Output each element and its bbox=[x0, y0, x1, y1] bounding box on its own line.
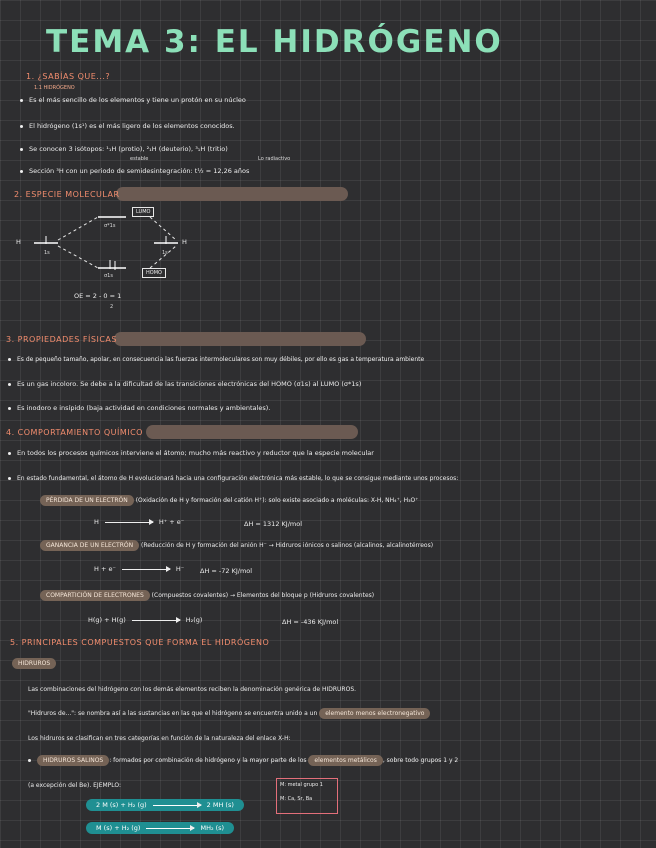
arrow-icon bbox=[132, 620, 180, 621]
sec5-line-5: (a excepción del Be). EJEMPLO: bbox=[28, 782, 122, 789]
homo-label: HOMO bbox=[142, 268, 166, 278]
equation-sharing bbox=[88, 616, 202, 624]
eq-share-left: H(g) + H(g) bbox=[88, 616, 126, 624]
lumo-label: LUMO bbox=[132, 207, 154, 217]
arrow-icon bbox=[146, 828, 194, 829]
sec1-item-2 bbox=[20, 122, 235, 130]
orbital-right: 1s bbox=[162, 250, 168, 256]
process-reduction-label: GANANCIA DE UN ELECTRÓN bbox=[40, 540, 139, 551]
sec5-line-2 bbox=[28, 710, 430, 717]
isotope-note-radioactive: Lo radiactivo bbox=[258, 156, 291, 162]
hidruros-salinos-text-2: , sobre todo grupos 1 y 2 bbox=[382, 757, 459, 764]
bond-order-denominator: 2 bbox=[110, 304, 114, 310]
bullet-icon bbox=[28, 759, 31, 762]
bullet-icon bbox=[20, 99, 23, 102]
metal-box-line-2: M: Ca, Sr, Ba bbox=[280, 796, 313, 802]
eq-ox-left: H bbox=[94, 518, 99, 526]
orbital-left: 1s bbox=[44, 250, 50, 256]
eq-g2-right: MH₂ (s) bbox=[200, 824, 225, 832]
metal-box-line-1: M: metal grupo 1 bbox=[280, 782, 323, 788]
heading-highlight bbox=[114, 332, 366, 346]
process-sharing-text: (Compuestos covalentes) → Elementos del bloque p (Hidruros covalentes) bbox=[151, 592, 375, 599]
section-1-subheading: 1.1 HIDRÓGENO bbox=[34, 85, 75, 91]
eq-g2-left: M (s) + H₂ (g) bbox=[96, 824, 141, 832]
dh-oxidation: ΔH = 1312 KJ/mol bbox=[244, 520, 303, 528]
orbital-antibonding: σ*1s bbox=[104, 223, 116, 229]
heading-highlight bbox=[146, 425, 358, 439]
metales-highlight: elementos metálicos bbox=[308, 755, 382, 766]
sec1-item-1 bbox=[20, 96, 246, 104]
mo-diagram bbox=[0, 200, 260, 320]
process-oxidation-text: (Oxidación de H y formación del catión H⁺): solo existe asociado a moléculas: X-H, NH₄⁺, H₃O⁺ bbox=[135, 497, 419, 504]
bullet-icon bbox=[8, 358, 11, 361]
sec3-item-2-text: Es un gas incoloro. Se debe a la dificultad de las transiciones electrónicas del HOMO (σ1s) al LUMO (σ*1s) bbox=[17, 380, 362, 388]
sec3-item-3 bbox=[8, 404, 270, 412]
equation-reduction bbox=[94, 565, 184, 573]
process-reduction-text: (Reducción de H y formación del anión H⁻ → Hidruros iónicos o salinos (alcalinos, alcalinotérreos) bbox=[141, 542, 434, 549]
eq-ox-right: H⁺ + e⁻ bbox=[158, 518, 185, 526]
sec1-item-4 bbox=[20, 167, 249, 175]
equation-oxidation bbox=[94, 518, 184, 526]
metal-box bbox=[276, 778, 338, 814]
sec4-item-1 bbox=[8, 449, 374, 457]
bullet-icon bbox=[8, 452, 11, 455]
process-reduction bbox=[40, 542, 433, 549]
atom-left: H bbox=[16, 238, 21, 246]
dh-reduction: ΔH = -72 KJ/mol bbox=[200, 567, 253, 575]
sec5-item-salinos bbox=[28, 757, 458, 764]
orbital-bonding: σ1s bbox=[104, 273, 113, 279]
eq-red-left: H + e⁻ bbox=[94, 565, 116, 573]
sec3-item-1 bbox=[8, 356, 424, 363]
sec4-item-2 bbox=[8, 475, 458, 482]
eq-g1-right: 2 MH (s) bbox=[206, 801, 234, 809]
sec1-item-4-text: Sección ³H con un periodo de semidesintegración: t½ = 12,26 años bbox=[29, 167, 250, 175]
hidruros-tag: HIDRUROS bbox=[12, 658, 56, 669]
sec4-item-1-text: En todos los procesos químicos interviene el átomo; mucho más reactivo y reductor que la especie molecular bbox=[17, 449, 374, 457]
eq-red-right: H⁻ bbox=[175, 565, 185, 573]
sec3-item-1-text: Es de pequeño tamaño, apolar, en consecuencia las fuerzas intermoleculares son muy débiles, por ello es gas a temperatura ambiente bbox=[17, 356, 425, 363]
sec4-item-2-text: En estado fundamental, el átomo de H evolucionará hacia una configuración electrónica más estable, lo que se consigue mediante unos procesos: bbox=[17, 475, 459, 482]
arrow-icon bbox=[122, 569, 170, 570]
equation-group-1 bbox=[86, 799, 244, 811]
atom-right: H bbox=[182, 238, 187, 246]
section-5-heading: 5. PRINCIPALES COMPUESTOS QUE FORMA EL HIDRÓGENO bbox=[10, 638, 270, 647]
bullet-icon bbox=[8, 407, 11, 410]
arrow-icon bbox=[153, 805, 201, 806]
sec1-item-2-text: El hidrógeno (1s¹) es el más ligero de los elementos conocidos. bbox=[29, 122, 235, 130]
sec3-item-2 bbox=[8, 380, 361, 388]
process-oxidation-label: PÉRDIDA DE UN ELECTRÓN bbox=[40, 495, 134, 506]
arrow-icon bbox=[105, 522, 153, 523]
sec1-item-1-text: Es el más sencillo de los elementos y tiene un protón en su núcleo bbox=[29, 96, 246, 104]
bullet-icon bbox=[8, 383, 11, 386]
sec5-line-2-highlight: elemento menos electronegativo bbox=[319, 708, 430, 719]
section-1-heading: 1. ¿SABÍAS QUE...? bbox=[26, 72, 111, 81]
bullet-icon bbox=[20, 170, 23, 173]
sec5-line-1: Las combinaciones del hidrógeno con los demás elementos reciben la denominación genérica de HIDRUROS. bbox=[28, 686, 357, 693]
equation-group-2 bbox=[86, 822, 234, 834]
hidruros-salinos-text: : formados por combinación de hidrógeno y la mayor parte de los bbox=[109, 757, 307, 764]
section-2-heading: 2. ESPECIE MOLECULAR bbox=[14, 190, 120, 199]
bullet-icon bbox=[8, 477, 11, 480]
sec3-item-3-text: Es inodoro e insípido (baja actividad en condiciones normales y ambientales). bbox=[17, 404, 271, 412]
eq-g1-left: 2 M (s) + H₂ (g) bbox=[96, 801, 147, 809]
process-sharing-label: COMPARTICIÓN DE ELECTRONES bbox=[40, 590, 150, 601]
sec5-line-3: Los hidruros se clasifican en tres categorías en función de la naturaleza del enlace X-H: bbox=[28, 735, 291, 742]
sec1-item-3-text: Se conocen 3 isótopos: ¹₁H (protio), ²₁H (deuterio), ³₁H (tritio) bbox=[29, 145, 228, 153]
process-oxidation bbox=[40, 497, 418, 504]
section-3-heading: 3. PROPIEDADES FÍSICAS bbox=[6, 335, 117, 344]
eq-share-right: H₂(g) bbox=[185, 616, 203, 624]
process-sharing bbox=[40, 592, 374, 599]
bullet-icon bbox=[20, 148, 23, 151]
heading-highlight bbox=[116, 187, 348, 201]
bond-order: OE = 2 - 0 = 1 bbox=[74, 292, 122, 300]
bullet-icon bbox=[20, 125, 23, 128]
hidruros-salinos-label: HIDRUROS SALINOS bbox=[37, 755, 109, 766]
sec5-line-2-text: "Hidruros de...": se nombra así a las sustancias en las que el hidrógeno se encuentra unido a un bbox=[28, 710, 318, 717]
dh-sharing: ΔH = -436 KJ/mol bbox=[282, 618, 339, 626]
isotope-note-stable: estable bbox=[130, 156, 149, 162]
section-4-heading: 4. COMPORTAMIENTO QUÍMICO bbox=[6, 428, 143, 437]
sec1-item-3 bbox=[20, 145, 228, 153]
page-title: TEMA 3: EL HIDRÓGENO bbox=[46, 24, 503, 60]
